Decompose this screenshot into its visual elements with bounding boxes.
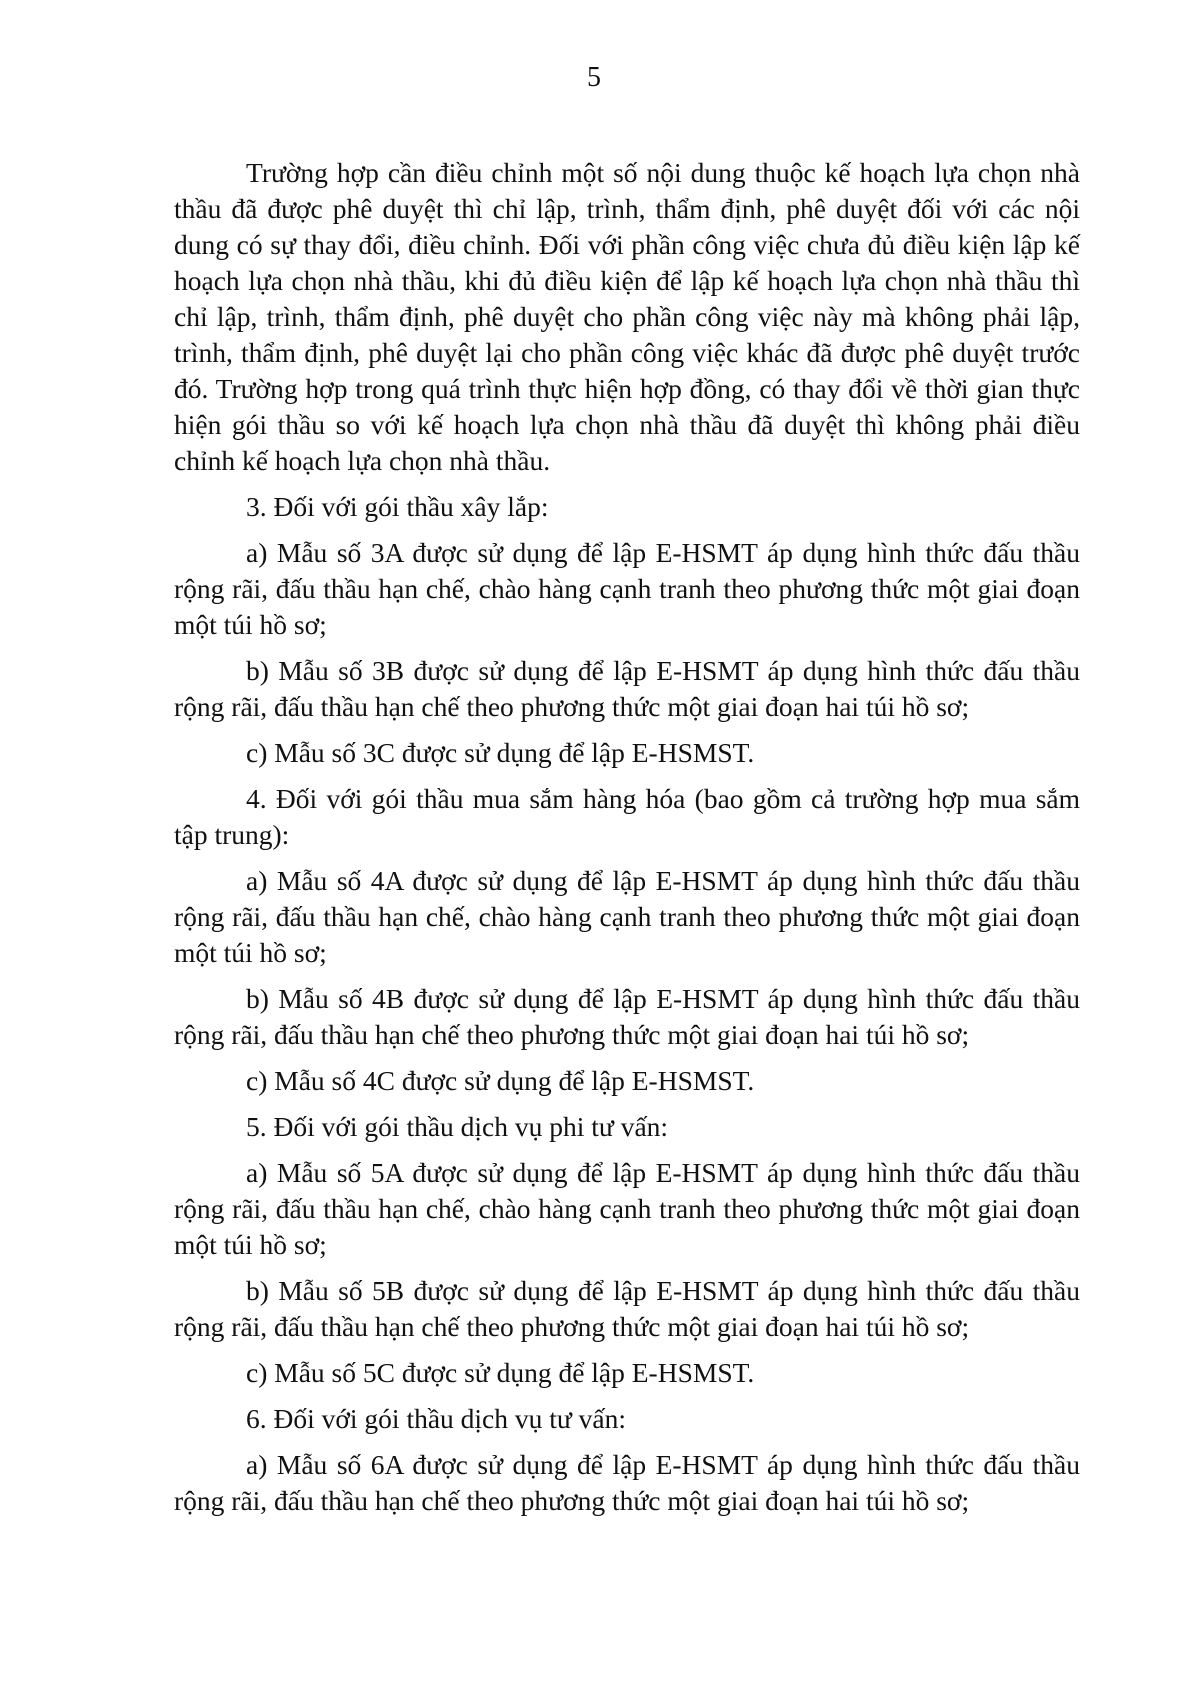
heading-section-6: 6. Đối với gói thầu dịch vụ tư vấn: [246,1403,627,1434]
page-number: 5 [587,62,601,93]
item-4a: a) Mẫu số 4A được sử dụng để lập E-HSMT áp dụng hình thức đấu thầu rộng rãi, đấu thầu hạn chế, chào hàng cạnh tranh theo phương thức một giai đoạn một túi hồ sơ; [174,865,1080,968]
item-3b: b) Mẫu số 3B được sử dụng để lập E-HSMT áp dụng hình thức đấu thầu rộng rãi, đấu thầu hạn chế theo phương thức một giai đoạn hai túi hồ sơ; [174,655,1080,722]
item-6a: a) Mẫu số 6A được sử dụng để lập E-HSMT áp dụng hình thức đấu thầu rộng rãi, đấu thầu hạn chế theo phương thức một giai đoạn hai túi hồ sơ; [174,1449,1080,1516]
item-5a: a) Mẫu số 5A được sử dụng để lập E-HSMT áp dụng hình thức đấu thầu rộng rãi, đấu thầu hạn chế, chào hàng cạnh tranh theo phương thức một giai đoạn một túi hồ sơ; [174,1157,1080,1260]
item-5c: c) Mẫu số 5C được sử dụng để lập E-HSMST. [246,1357,755,1388]
heading-section-5: 5. Đối với gói thầu dịch vụ phi tư vấn: [246,1111,669,1142]
item-3c: c) Mẫu số 3C được sử dụng để lập E-HSMST. [246,737,755,768]
item-5b: b) Mẫu số 5B được sử dụng để lập E-HSMT áp dụng hình thức đấu thầu rộng rãi, đấu thầu hạn chế theo phương thức một giai đoạn hai túi hồ sơ; [174,1275,1080,1342]
item-3a: a) Mẫu số 3A được sử dụng để lập E-HSMT áp dụng hình thức đấu thầu rộng rãi, đấu thầu hạn chế, chào hàng cạnh tranh theo phương thức một giai đoạn một túi hồ sơ; [174,537,1080,640]
paragraph-adjustment: Trường hợp cần điều chỉnh một số nội dung thuộc kế hoạch lựa chọn nhà thầu đã được phê duyệt thì chỉ lập, trình, thẩm định, phê duyệt đối với các nội dung có sự thay đổi, điều chỉnh. Đối với phần công việc chưa đủ điều kiện lập kế hoạch lựa chọn nhà thầu, khi đủ điều kiện để lập kế hoạch lựa chọn nhà thầu thì chỉ lập, trình, thẩm định, phê duyệt cho phần công việc này mà không phải lập, trình, thẩm định, phê duyệt lại cho phần công việc khác đã được phê duyệt trước đó. Trường hợp trong quá trình thực hiện hợp đồng, có thay đổi về thời gian thực hiện gói thầu so với kế hoạch lựa chọn nhà thầu đã duyệt thì không phải điều chỉnh kế hoạch lựa chọn nhà thầu. [174,157,1080,476]
item-4c: c) Mẫu số 4C được sử dụng để lập E-HSMST. [246,1065,755,1096]
heading-section-3: 3. Đối với gói thầu xây lắp: [246,491,549,522]
heading-section-4: 4. Đối với gói thầu mua sắm hàng hóa (bao gồm cả trường hợp mua sắm tập trung): [174,783,1080,850]
item-4b: b) Mẫu số 4B được sử dụng để lập E-HSMT áp dụng hình thức đấu thầu rộng rãi, đấu thầu hạn chế theo phương thức một giai đoạn hai túi hồ sơ; [174,983,1080,1050]
document-body [174,155,1080,1519]
